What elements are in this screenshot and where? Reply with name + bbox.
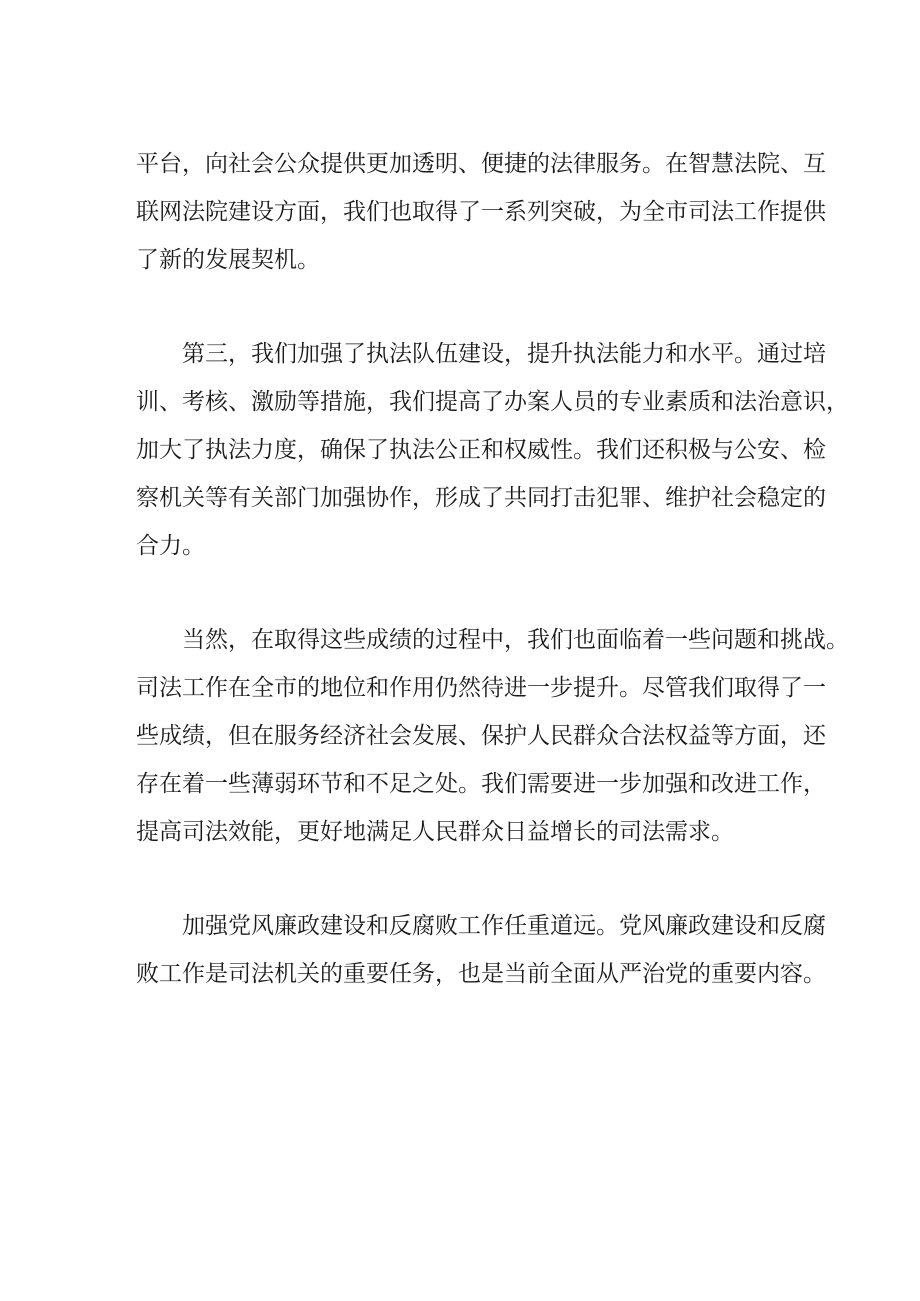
paragraph-spacer [136, 284, 800, 330]
text-line: 合力。 [136, 533, 205, 559]
document-body [136, 140, 849, 998]
text-line: 加强党风廉政建设和反腐败工作任重道远。党风廉政建设和反腐 [182, 913, 826, 939]
text-line: 当然，在取得这些成绩的过程中，我们也面临着一些问题和挑战。 [182, 627, 849, 653]
paragraph-3 [136, 616, 849, 856]
text-line: 察机关等有关部门加强协作，形成了共同打击犯罪、维护社会稳定的 [136, 485, 826, 511]
paragraph-spacer [136, 570, 800, 616]
text-line: 司法工作在全市的地位和作用仍然待进一步提升。尽管我们取得了一 [136, 675, 826, 701]
text-line: 存在着一些薄弱环节和不足之处。我们需要进一步加强和改进工作， [136, 771, 826, 797]
text-line: 第三，我们加强了执法队伍建设，提升执法能力和水平。通过培 [182, 341, 826, 367]
text-line: 些成绩，但在服务经济社会发展、保护人民群众合法权益等方面，还 [136, 723, 826, 749]
paragraph-spacer [136, 856, 800, 902]
text-line: 加大了执法力度，确保了执法公正和权威性。我们还积极与公安、检 [136, 437, 826, 463]
paragraph-1 [136, 140, 826, 284]
text-line: 训、考核、激励等措施，我们提高了办案人员的专业素质和法治意识， [136, 389, 849, 415]
text-line: 了新的发展契机。 [136, 247, 320, 273]
text-line: 提高司法效能，更好地满足人民群众日益增长的司法需求。 [136, 819, 734, 845]
text-line: 败工作是司法机关的重要任务，也是当前全面从严治党的重要内容。 [136, 961, 826, 987]
text-line: 平台，向社会公众提供更加透明、便捷的法律服务。在智慧法院、互 [136, 151, 826, 177]
paragraph-4 [136, 902, 826, 998]
text-line: 联网法院建设方面，我们也取得了一系列突破，为全市司法工作提供 [136, 199, 826, 225]
paragraph-2 [136, 330, 849, 570]
